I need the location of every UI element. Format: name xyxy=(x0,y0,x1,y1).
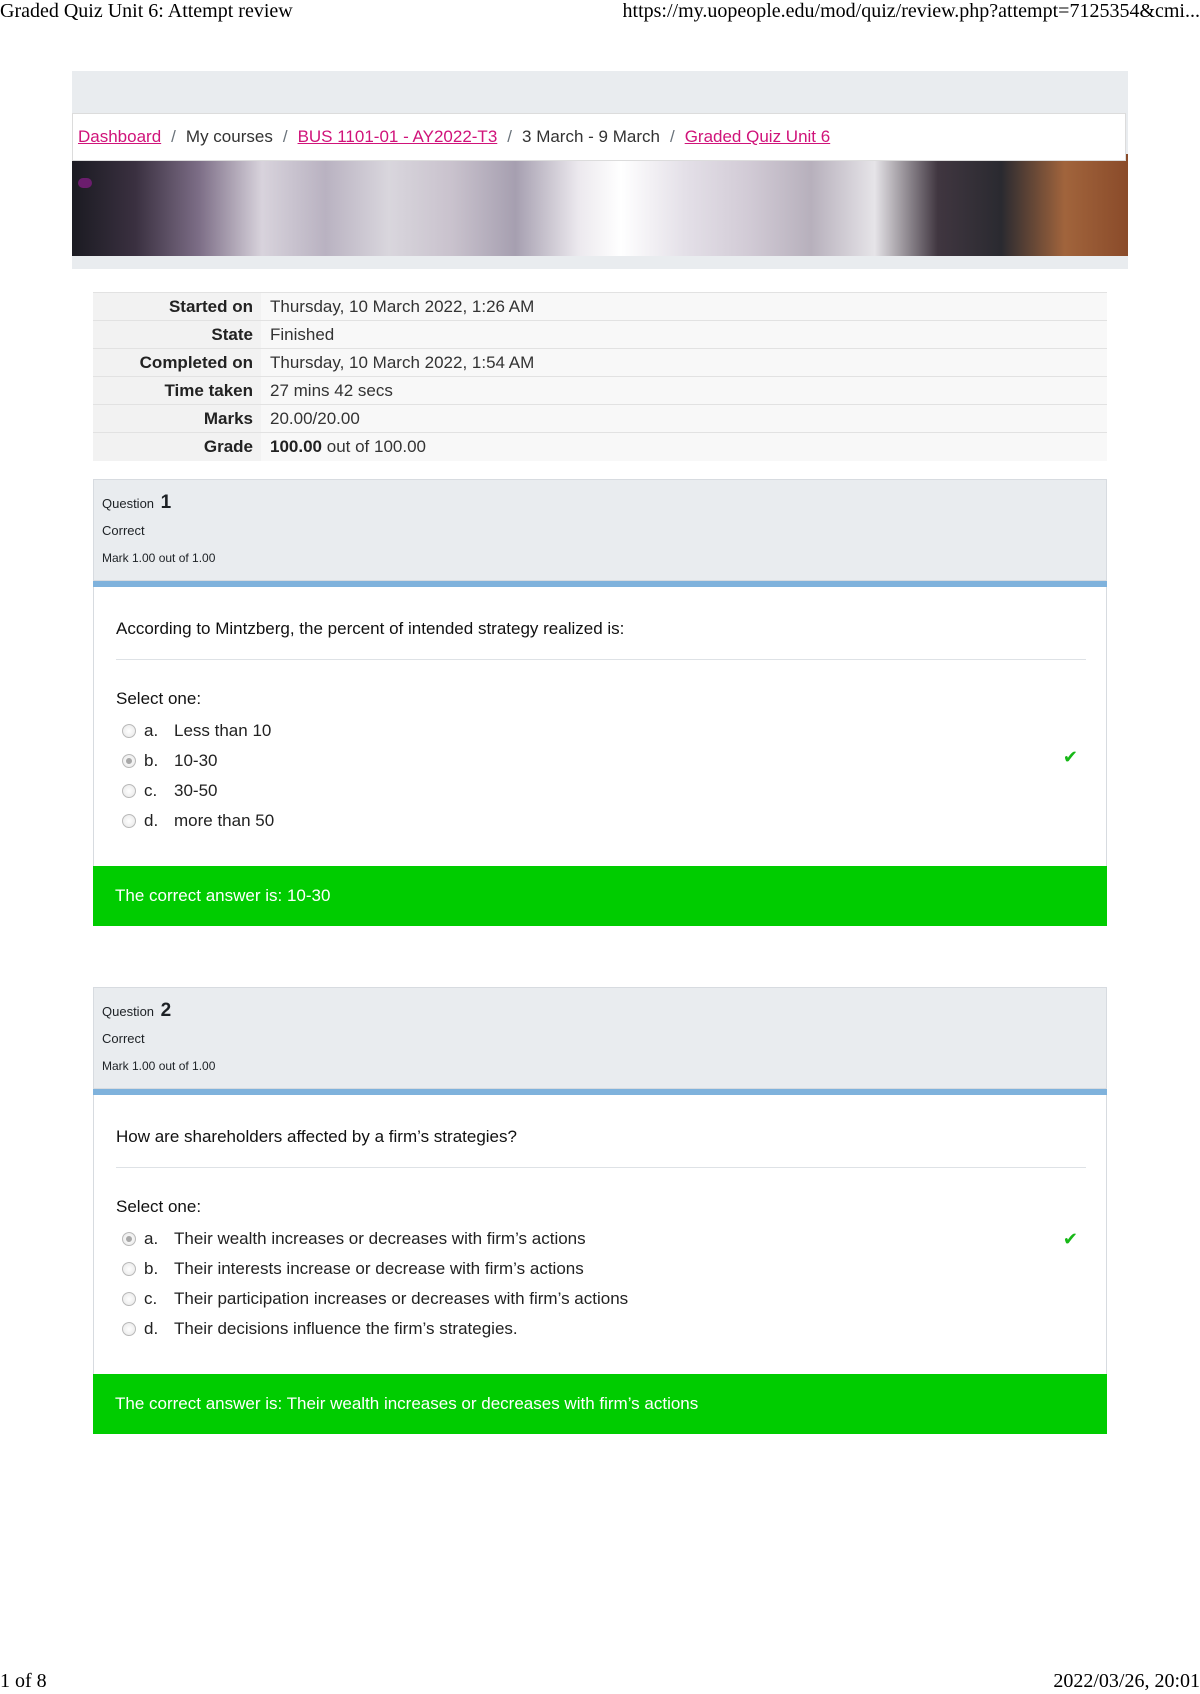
radio-button[interactable] xyxy=(122,1322,136,1336)
summary-row-marks xyxy=(93,405,1107,433)
answer-text: 10-30 xyxy=(174,751,218,770)
radio-button[interactable] xyxy=(122,1292,136,1306)
question-content xyxy=(93,1095,1107,1374)
answer-list xyxy=(122,1224,628,1344)
print-page-number: 1 of 8 xyxy=(0,1670,47,1692)
summary-value: 20.00/20.00 xyxy=(261,405,1107,433)
summary-label: State xyxy=(93,321,261,349)
grade-value: 100.00 xyxy=(270,436,322,456)
answer-letter: d. xyxy=(144,811,159,830)
answer-letter: b. xyxy=(144,1259,159,1278)
summary-row-state xyxy=(93,321,1107,349)
summary-label: Completed on xyxy=(93,349,261,377)
answer-letter: a. xyxy=(144,1229,159,1248)
radio-button[interactable] xyxy=(122,724,136,738)
page-header xyxy=(72,71,1128,269)
answer-list xyxy=(122,716,274,836)
summary-value: Thursday, 10 March 2022, 1:54 AM xyxy=(261,349,1107,377)
summary-label: Marks xyxy=(93,405,261,433)
correct-answer-feedback: The correct answer is: 10-30 xyxy=(93,866,1107,926)
course-banner-image xyxy=(72,154,1128,256)
breadcrumb-course-link[interactable]: BUS 1101-01 - AY2022-T3 xyxy=(297,127,498,146)
answer-letter: c. xyxy=(144,1289,158,1308)
answer-letter: c. xyxy=(144,781,158,800)
question-2 xyxy=(93,987,1107,1434)
summary-value: Finished xyxy=(261,321,1107,349)
radio-button[interactable] xyxy=(122,1262,136,1276)
check-icon: ✔ xyxy=(1062,1229,1078,1249)
print-footer xyxy=(0,1670,1200,1694)
answer-text: Their decisions influence the firm’s strategies. xyxy=(174,1319,518,1338)
answer-option-a[interactable] xyxy=(122,716,274,746)
answer-option-d[interactable] xyxy=(122,806,274,836)
attempt-summary-table xyxy=(93,292,1107,461)
correct-answer-feedback: The correct answer is: Their wealth increases or decreases with firm’s actions xyxy=(93,1374,1107,1434)
answer-option-d[interactable] xyxy=(122,1314,628,1344)
question-content xyxy=(93,587,1107,866)
print-page-url: https://my.uopeople.edu/mod/quiz/review.php?attempt=7125354&cmi... xyxy=(622,0,1200,22)
answer-text: Their interests increase or decrease with firm’s actions xyxy=(174,1259,584,1278)
answer-option-b[interactable] xyxy=(122,1254,628,1284)
select-one-prompt: Select one: xyxy=(116,689,202,708)
question-state: Correct xyxy=(102,1031,145,1046)
breadcrumb-week: 3 March - 9 March xyxy=(522,127,660,146)
radio-button-selected[interactable] xyxy=(122,754,136,768)
summary-label: Time taken xyxy=(93,377,261,405)
answer-letter: a. xyxy=(144,721,159,740)
grade-out-of: out of 100.00 xyxy=(326,436,426,456)
answer-option-a[interactable] xyxy=(122,1224,628,1254)
breadcrumb xyxy=(72,113,1126,161)
breadcrumb-separator: / xyxy=(507,127,513,146)
summary-row-time-taken xyxy=(93,377,1107,405)
question-state: Correct xyxy=(102,523,145,538)
question-grade: Mark 1.00 out of 1.00 xyxy=(102,551,216,565)
radio-button[interactable] xyxy=(122,784,136,798)
question-info xyxy=(93,987,1107,1089)
banner-badge xyxy=(78,178,92,188)
breadcrumb-separator: / xyxy=(282,127,288,146)
divider xyxy=(116,1167,1086,1168)
answer-text: Less than 10 xyxy=(174,721,272,740)
question-1 xyxy=(93,479,1107,926)
answer-text: more than 50 xyxy=(174,811,275,830)
summary-row-grade xyxy=(93,433,1107,461)
answer-text: Their participation increases or decreases with firm’s actions xyxy=(174,1289,629,1308)
radio-button[interactable] xyxy=(122,814,136,828)
question-text: How are shareholders affected by a firm’s strategies? xyxy=(116,1127,517,1146)
question-info xyxy=(93,479,1107,581)
answer-option-c[interactable] xyxy=(122,776,274,806)
print-header xyxy=(0,0,1200,26)
question-number xyxy=(102,1000,1106,1026)
radio-button-selected[interactable] xyxy=(122,1232,136,1246)
breadcrumb-my-courses: My courses xyxy=(185,127,273,146)
answer-letter: d. xyxy=(144,1319,159,1338)
summary-value xyxy=(261,433,1107,461)
summary-row-completed xyxy=(93,349,1107,377)
breadcrumb-separator: / xyxy=(171,127,176,146)
answer-text: Their wealth increases or decreases with firm’s actions xyxy=(174,1229,586,1248)
question-number-value: 1 xyxy=(160,492,172,513)
question-grade: Mark 1.00 out of 1.00 xyxy=(102,1059,216,1073)
print-page-title: Graded Quiz Unit 6: Attempt review xyxy=(0,0,293,22)
check-icon: ✔ xyxy=(1062,747,1078,767)
question-label: Question xyxy=(102,496,155,511)
question-label: Question xyxy=(102,1004,155,1019)
question-text: According to Mintzberg, the percent of intended strategy realized is: xyxy=(116,619,625,638)
breadcrumb-quiz-link[interactable]: Graded Quiz Unit 6 xyxy=(684,127,831,146)
answer-text: 30-50 xyxy=(174,781,218,800)
question-number xyxy=(102,492,1106,518)
summary-label: Started on xyxy=(93,293,261,321)
answer-letter: b. xyxy=(144,751,159,770)
answer-option-b[interactable] xyxy=(122,746,274,776)
question-number-value: 2 xyxy=(160,1000,172,1021)
summary-label: Grade xyxy=(93,433,261,461)
breadcrumb-dashboard-link[interactable]: Dashboard xyxy=(78,127,162,146)
divider xyxy=(116,659,1086,660)
summary-value: Thursday, 10 March 2022, 1:26 AM xyxy=(261,293,1107,321)
summary-value: 27 mins 42 secs xyxy=(261,377,1107,405)
print-timestamp: 2022/03/26, 20:01 xyxy=(1053,1670,1200,1692)
select-one-prompt: Select one: xyxy=(116,1197,202,1216)
breadcrumb-separator: / xyxy=(669,127,675,146)
summary-row-started xyxy=(93,293,1107,321)
answer-option-c[interactable] xyxy=(122,1284,628,1314)
